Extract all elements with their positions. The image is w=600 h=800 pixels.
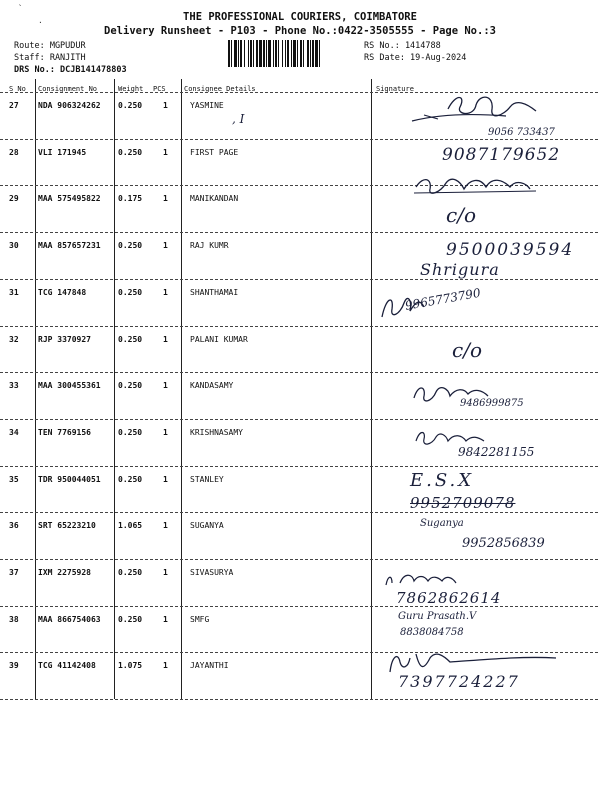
company-name: THE PROFESSIONAL COURIERS, COIMBATORE [183,11,417,23]
signature-39 [376,648,596,698]
signature-34 [376,425,596,470]
cell-sno: 36 [9,521,19,531]
cell-consignee: RAJ KUMR [190,241,229,251]
cell-consignment-no: TDR 950044051 [38,474,101,484]
phone-handwritten: 9087179652 [442,145,561,165]
cell-weight: 0.250 [118,334,143,344]
cell-sno: 35 [9,474,19,484]
cell-consignment-no: MAA 575495822 [38,194,101,204]
signatory-name: Suganya [420,518,464,529]
cell-weight: 0.250 [118,287,143,297]
signature-35 [376,470,596,520]
phone-handwritten: 9486999875 [460,398,524,409]
cell-sno: 34 [9,427,19,437]
cell-pcs: 1 [163,381,168,391]
scan-mark: . [38,16,43,25]
cell-consignee: SUGANYA [190,521,224,531]
consignee-handwritten-note: , I [232,112,245,126]
phone-handwritten: 7397724227 [398,672,520,691]
cell-weight: 0.175 [118,194,143,204]
cell-pcs: 1 [163,474,168,484]
phone-handwritten: 9056 733437 [488,127,555,138]
phone-handwritten: 9500039594 [446,240,575,260]
signatory-name: Guru Prasath.V [398,611,477,622]
staff-label: Staff: RANJITH [14,53,86,63]
scan-mark: ` [18,4,23,13]
cell-consignee: KANDASAMY [190,381,234,391]
signatory-name: Shrigura [420,260,500,279]
signatory-name: E.S.X [410,470,475,491]
cell-pcs: 1 [163,101,168,110]
cell-pcs: 1 [163,427,168,437]
drs-number: DRS No.: DCJB141478803 [14,65,127,75]
col-header-consignee: Consignee Details [184,85,256,93]
cell-pcs: 1 [163,241,168,251]
cell-pcs: 1 [163,287,168,297]
signature-37-38 [376,565,596,650]
cell-weight: 0.250 [118,427,143,437]
cell-consignment-no: VLI 171945 [38,147,87,157]
cell-consignee: FIRST PAGE [190,147,239,157]
col-header-pcs: PCS [153,85,166,93]
cell-consignment-no: MAA 300455361 [38,381,101,391]
cell-weight: 0.250 [118,147,143,157]
cell-weight: 0.250 [118,381,143,391]
cell-consignment-no: TCG 41142408 [38,661,96,671]
signature-28 [376,145,596,205]
cell-consignee: STANLEY [190,474,224,484]
cell-sno: 37 [9,568,19,577]
signature-36 [376,518,596,563]
signature-scribble [382,569,472,591]
cell-consignee: SIVASURYA [190,568,234,577]
cell-consignment-no: MAA 866754063 [38,614,101,624]
rs-number: RS No.: 1414788 [364,41,441,51]
cell-sno: 30 [9,241,19,251]
route-label: Route: MGPUDUR [14,41,86,51]
cell-consignee: YASMINE [190,101,224,110]
signature-30 [376,240,596,290]
col-header-weight: Weight [118,85,144,93]
cell-weight: 0.250 [118,241,143,251]
phone-handwritten: 9965773790 [404,285,482,313]
cell-consignee: JAYANTHI [190,661,229,671]
cell-weight: 0.250 [118,568,143,577]
phone-handwritten: 9952856839 [462,536,545,551]
cell-sno: 38 [9,614,19,624]
cell-consignee: KRISHNASAMY [190,427,243,437]
cell-pcs: 1 [163,334,168,344]
cell-weight: 0.250 [118,614,143,624]
cell-consignee: SHANTHAMAI [190,287,239,297]
cell-consignment-no: RJP 3370927 [38,334,91,344]
barcode [228,40,354,67]
cell-consignment-no: TCG 147848 [38,287,87,297]
cell-sno: 27 [9,101,19,110]
cell-consignee: SMFG [190,614,210,624]
phone-handwritten: 7862862614 [396,589,502,607]
cell-consignment-no: NDA 906324262 [38,101,101,110]
col-header-consignment: Consignment No [38,85,98,93]
cell-consignment-no: IXM 2275928 [38,568,91,577]
cell-pcs: 1 [163,147,168,157]
care-of-note: c/o [452,338,482,362]
signature-33 [376,380,596,425]
cell-sno: 32 [9,334,19,344]
care-of-note: c/o [446,203,476,227]
signature-scribble [376,167,596,207]
col-header-sno: S No [9,85,26,93]
cell-consignment-no: SRT 65223210 [38,521,96,531]
signature-29 [376,205,596,235]
col-header-signature: Signature [376,85,414,93]
cell-pcs: 1 [163,521,168,531]
cell-pcs: 1 [163,661,168,671]
cell-sno: 39 [9,661,19,671]
cell-pcs: 1 [163,614,168,624]
signature-scribble [376,85,596,143]
cell-pcs: 1 [163,194,168,204]
signature-32 [376,338,596,368]
cell-sno: 31 [9,287,19,297]
cell-pcs: 1 [163,568,168,577]
cell-weight: 1.065 [118,521,143,531]
runsheet-title: Delivery Runsheet - P103 - Phone No.:0422-3505555 - Page No.:3 [104,25,496,37]
phone-handwritten: 8838084758 [400,627,464,638]
cell-sno: 33 [9,381,19,391]
phone-handwritten: 9952709078 [410,494,516,512]
cell-consignment-no: MAA 857657231 [38,241,101,251]
cell-consignment-no: TEN 7769156 [38,427,91,437]
phone-handwritten: 9842281155 [458,445,535,459]
cell-consignee: PALANI KUMAR [190,334,248,344]
cell-weight: 1.075 [118,661,143,671]
cell-consignee: MANIKANDAN [190,194,239,204]
cell-weight: 0.250 [118,474,143,484]
rs-date: RS Date: 19-Aug-2024 [364,53,467,63]
cell-sno: 29 [9,194,19,204]
cell-weight: 0.250 [118,101,143,110]
signature-27 [376,85,596,145]
row-divider [0,699,598,700]
cell-sno: 28 [9,147,19,157]
signature-31 [376,285,596,335]
